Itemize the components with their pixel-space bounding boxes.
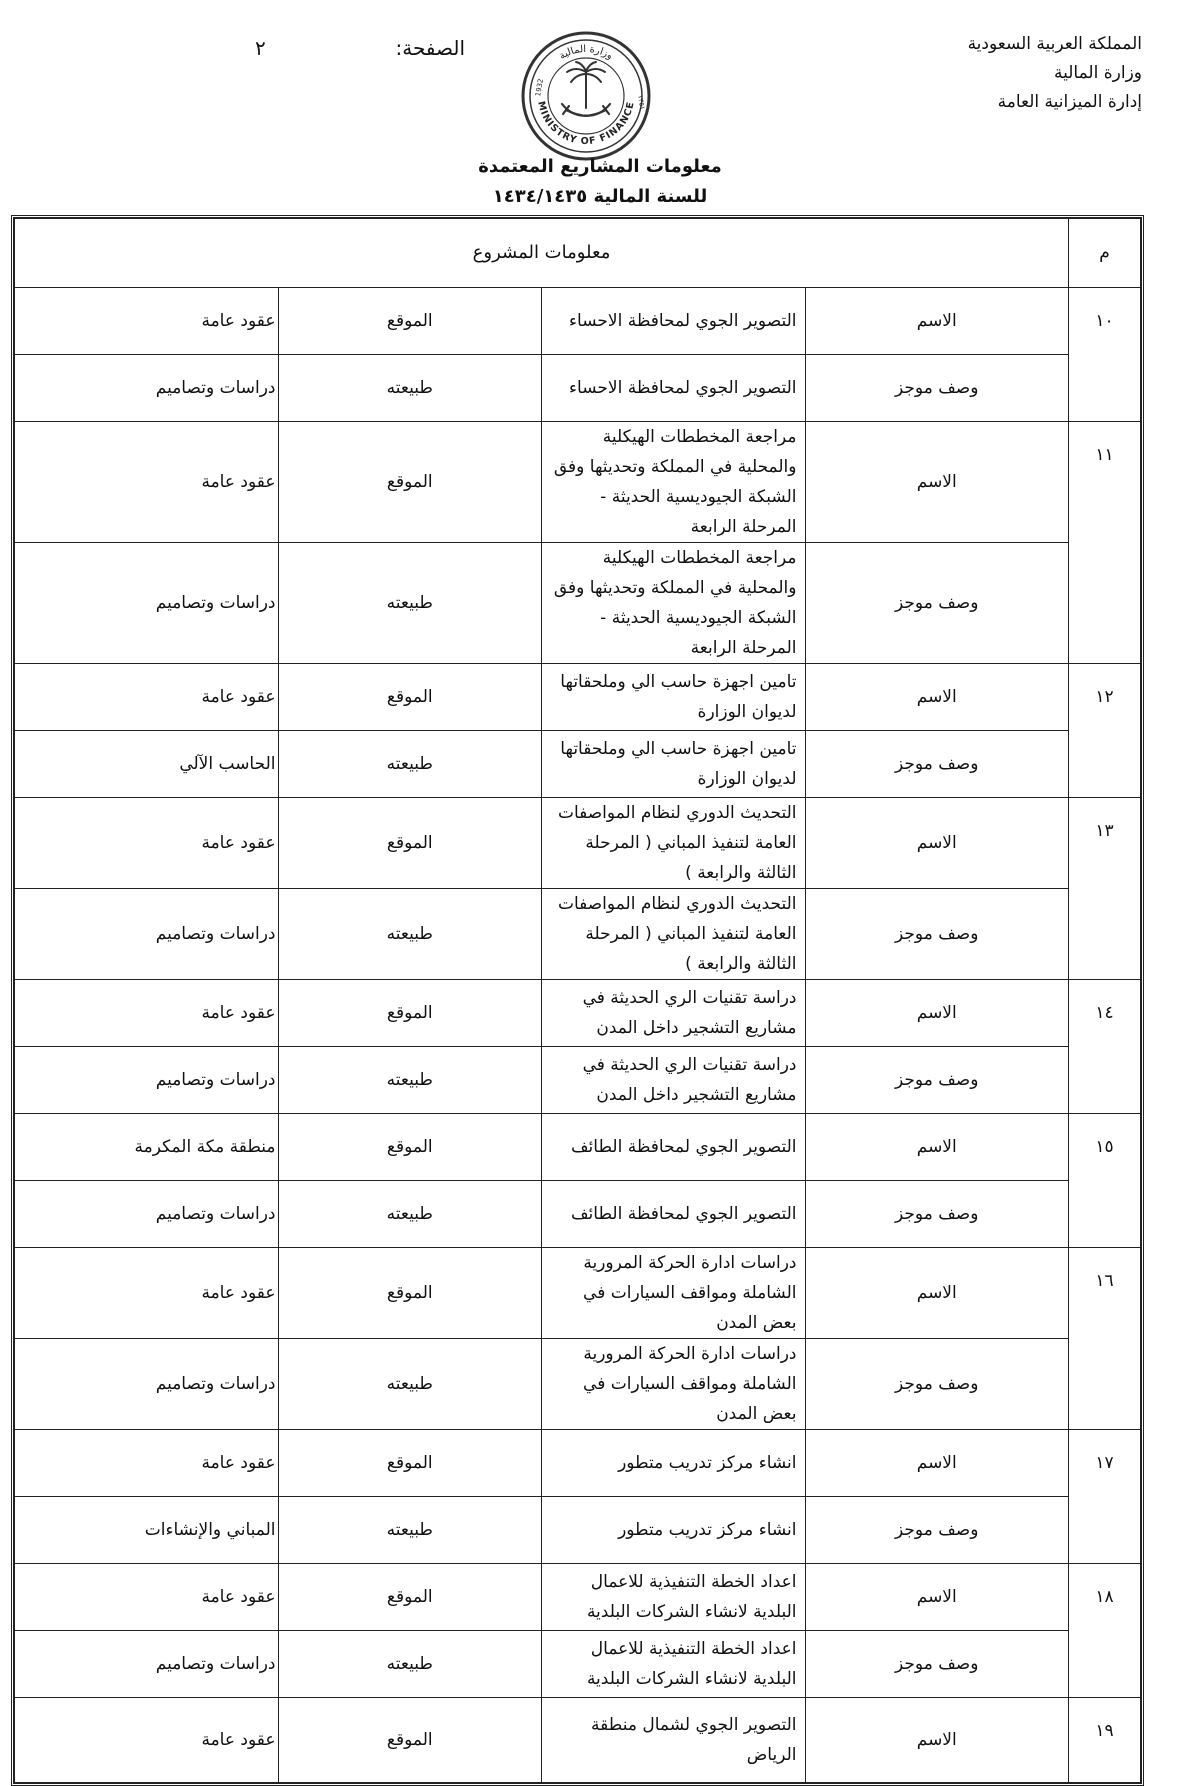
project-location: عقود عامة (15, 1430, 279, 1497)
document-title: معلومات المشاريع المعتمدة (478, 156, 722, 177)
table-header-row (15, 219, 1141, 288)
project-location: عقود عامة (15, 288, 279, 355)
project-description: دراسات ادارة الحركة المرورية الشاملة ومواقف السيارات في بعض المدن (542, 1339, 806, 1430)
project-location: عقود عامة (15, 664, 279, 731)
svg-text:وزارة المالية (557, 44, 614, 62)
project-name-row (15, 1698, 1141, 1783)
project-number: ١٥ (1069, 1114, 1141, 1248)
nature-label: طبيعته (278, 1339, 542, 1430)
project-description-row (15, 1047, 1141, 1114)
description-label: وصف موجز (805, 1339, 1069, 1430)
column-header-number: م (1069, 219, 1141, 288)
name-label: الاسم (805, 1564, 1069, 1631)
logo-text-en: MINISTRY OF FINANCE (535, 100, 637, 148)
project-description-row (15, 731, 1141, 798)
nature-label: طبيعته (278, 543, 542, 664)
projects-table (14, 218, 1141, 1783)
description-label: وصف موجز (805, 1497, 1069, 1564)
project-name: انشاء مركز تدريب متطور (542, 1430, 806, 1497)
project-location: عقود عامة (15, 1564, 279, 1631)
project-location: عقود عامة (15, 798, 279, 889)
name-label: الاسم (805, 288, 1069, 355)
page-number: ٢ (255, 36, 266, 60)
project-name-row (15, 1114, 1141, 1181)
project-name-row (15, 798, 1141, 889)
location-label: الموقع (278, 1248, 542, 1339)
description-label: وصف موجز (805, 543, 1069, 664)
project-description-row (15, 889, 1141, 980)
project-number: ١٧ (1069, 1430, 1141, 1564)
project-nature: دراسات وتصاميم (15, 355, 279, 422)
project-number: ١٦ (1069, 1248, 1141, 1430)
nature-label: طبيعته (278, 889, 542, 980)
project-name-row (15, 664, 1141, 731)
location-label: الموقع (278, 664, 542, 731)
logo-text-ar: وزارة المالية (557, 43, 615, 62)
kingdom-name: المملكة العربية السعودية (967, 34, 1142, 54)
nature-label: طبيعته (278, 731, 542, 798)
project-description-row (15, 1497, 1141, 1564)
nature-label: طبيعته (278, 1631, 542, 1698)
description-label: وصف موجز (805, 355, 1069, 422)
letterhead (882, 30, 1142, 117)
project-name: التحديث الدوري لنظام المواصفات العامة لتنفيذ المباني ( المرحلة الثالثة والرابعة ) (542, 798, 806, 889)
project-description: التحديث الدوري لنظام المواصفات العامة لتنفيذ المباني ( المرحلة الثالثة والرابعة ) (542, 889, 806, 980)
nature-label: طبيعته (278, 1047, 542, 1114)
project-location: عقود عامة (15, 1698, 279, 1783)
project-name: مراجعة المخططات الهيكلية والمحلية في المملكة وتحديثها وفق الشبكة الجيوديسية الحديثة - المرحلة الرابعة (542, 422, 806, 543)
description-label: وصف موجز (805, 1631, 1069, 1698)
description-label: وصف موجز (805, 889, 1069, 980)
ministry-seal-logo (520, 30, 652, 162)
project-name: اعداد الخطة التنفيذية للاعمال البلدية لانشاء الشركات البلدية (542, 1564, 806, 1631)
name-label: الاسم (805, 1698, 1069, 1783)
column-header-project-info: معلومات المشروع (15, 219, 1069, 288)
project-location: منطقة مكة المكرمة (15, 1114, 279, 1181)
location-label: الموقع (278, 1698, 542, 1783)
location-label: الموقع (278, 1564, 542, 1631)
project-nature: دراسات وتصاميم (15, 543, 279, 664)
location-label: الموقع (278, 980, 542, 1047)
project-location: عقود عامة (15, 422, 279, 543)
project-description-row (15, 355, 1141, 422)
project-name: التصوير الجوي لمحافظة الاحساء (542, 288, 806, 355)
location-label: الموقع (278, 798, 542, 889)
location-label: الموقع (278, 1430, 542, 1497)
name-label: الاسم (805, 1114, 1069, 1181)
project-description: اعداد الخطة التنفيذية للاعمال البلدية لانشاء الشركات البلدية (542, 1631, 806, 1698)
project-location: عقود عامة (15, 980, 279, 1047)
logo-year-right: ١٣٥١ (635, 94, 647, 111)
project-name-row (15, 1248, 1141, 1339)
page-label: الصفحة: (395, 36, 465, 60)
project-nature: المباني والإنشاءات (15, 1497, 279, 1564)
description-label: وصف موجز (805, 1047, 1069, 1114)
project-number: ١٢ (1069, 664, 1141, 798)
project-nature: دراسات وتصاميم (15, 1339, 279, 1430)
project-number: ١١ (1069, 422, 1141, 664)
location-label: الموقع (278, 422, 542, 543)
project-name-row (15, 980, 1141, 1047)
page-indicator (255, 36, 495, 66)
nature-label: طبيعته (278, 1497, 542, 1564)
name-label: الاسم (805, 664, 1069, 731)
project-name: التصوير الجوي لمحافظة الطائف (542, 1114, 806, 1181)
project-description-row (15, 543, 1141, 664)
location-label: الموقع (278, 288, 542, 355)
projects-table-frame (11, 215, 1144, 1786)
project-name-row (15, 422, 1141, 543)
project-description: دراسة تقنيات الري الحديثة في مشاريع التشجير داخل المدن (542, 1047, 806, 1114)
project-description-row (15, 1631, 1141, 1698)
project-number: ١٣ (1069, 798, 1141, 980)
project-name: التصوير الجوي لشمال منطقة الرياض (542, 1698, 806, 1783)
project-name-row (15, 288, 1141, 355)
project-location: عقود عامة (15, 1248, 279, 1339)
project-description: التصوير الجوي لمحافظة الاحساء (542, 355, 806, 422)
project-description: التصوير الجوي لمحافظة الطائف (542, 1181, 806, 1248)
name-label: الاسم (805, 1248, 1069, 1339)
project-nature: دراسات وتصاميم (15, 1181, 279, 1248)
name-label: الاسم (805, 798, 1069, 889)
logo-year-left: 1932 (534, 78, 546, 98)
project-nature: دراسات وتصاميم (15, 889, 279, 980)
project-number: ١٤ (1069, 980, 1141, 1114)
project-name: دراسات ادارة الحركة المرورية الشاملة ومواقف السيارات في بعض المدن (542, 1248, 806, 1339)
location-label: الموقع (278, 1114, 542, 1181)
project-description: انشاء مركز تدريب متطور (542, 1497, 806, 1564)
project-number: ١٩ (1069, 1698, 1141, 1783)
project-description: تامين اجهزة حاسب الي وملحقاتها لديوان الوزارة (542, 731, 806, 798)
project-nature: دراسات وتصاميم (15, 1631, 279, 1698)
document-title-block (0, 152, 1200, 212)
name-label: الاسم (805, 980, 1069, 1047)
project-name-row (15, 1430, 1141, 1497)
project-description-row (15, 1181, 1141, 1248)
project-description-row (15, 1339, 1141, 1430)
document-subtitle: للسنة المالية ١٤٣٤/١٤٣٥ (492, 186, 708, 207)
project-number: ١٠ (1069, 288, 1141, 422)
project-name: تامين اجهزة حاسب الي وملحقاتها لديوان الوزارة (542, 664, 806, 731)
nature-label: طبيعته (278, 1181, 542, 1248)
project-nature: دراسات وتصاميم (15, 1047, 279, 1114)
department-name: إدارة الميزانية العامة (997, 92, 1142, 112)
description-label: وصف موجز (805, 1181, 1069, 1248)
project-number: ١٨ (1069, 1564, 1141, 1698)
description-label: وصف موجز (805, 731, 1069, 798)
palm-icon (567, 62, 605, 108)
name-label: الاسم (805, 1430, 1069, 1497)
project-name: دراسة تقنيات الري الحديثة في مشاريع التشجير داخل المدن (542, 980, 806, 1047)
project-nature: الحاسب الآلي (15, 731, 279, 798)
project-name-row (15, 1564, 1141, 1631)
name-label: الاسم (805, 422, 1069, 543)
project-description: مراجعة المخططات الهيكلية والمحلية في المملكة وتحديثها وفق الشبكة الجيوديسية الحديثة - المرحلة الرابعة (542, 543, 806, 664)
ministry-name: وزارة المالية (1054, 63, 1142, 83)
nature-label: طبيعته (278, 355, 542, 422)
